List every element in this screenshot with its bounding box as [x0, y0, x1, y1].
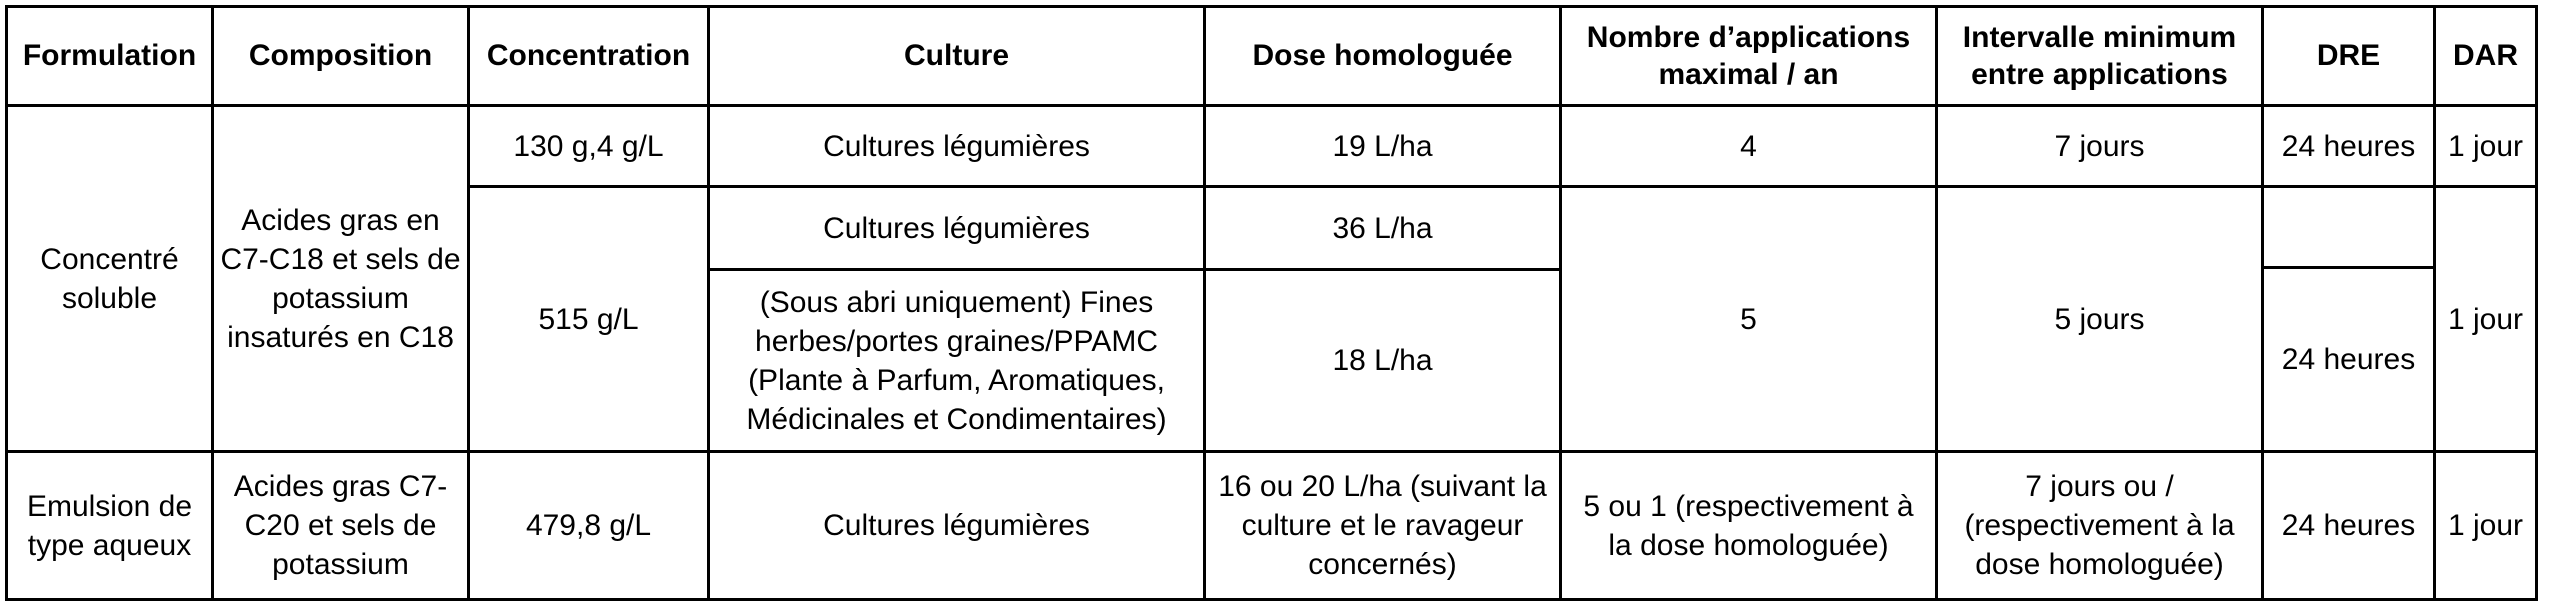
cell-dose: 18 L/ha: [1205, 270, 1561, 452]
cell-nb-applications: 5: [1561, 187, 1937, 452]
table-row: [7, 452, 2537, 600]
header-row: [7, 7, 2537, 106]
cell-culture: (Sous abri uniquement) Fines herbes/portes graines/PPAMC (Plante à Parfum, Aromatiques, Médicinales et Condimentaires): [709, 270, 1205, 452]
cell-culture: Cultures légumières: [709, 106, 1205, 187]
header-nb-applications: Nombre d’applications maximal / an: [1561, 7, 1937, 106]
cell-dar: 1 jour: [2435, 452, 2537, 600]
cell-dose: 36 L/ha: [1205, 187, 1561, 270]
cell-dre: 24 heures: [2263, 452, 2435, 600]
cell-dose: 19 L/ha: [1205, 106, 1561, 187]
header-concentration: Concentration: [469, 7, 709, 106]
cell-culture: Cultures légumières: [709, 187, 1205, 270]
cell-dar: 1 jour: [2435, 106, 2537, 187]
header-formulation: Formulation: [7, 7, 213, 106]
cell-culture: Cultures légumières: [709, 452, 1205, 600]
header-culture: Culture: [709, 7, 1205, 106]
cell-formulation: Concentré soluble: [7, 106, 213, 452]
cell-concentration: 479,8 g/L: [469, 452, 709, 600]
cell-dre: 24 heures: [2263, 106, 2435, 187]
cell-concentration: 130 g,4 g/L: [469, 106, 709, 187]
cell-nb-applications: 4: [1561, 106, 1937, 187]
cell-intervalle: 7 jours ou / (respectivement à la dose homologuée): [1937, 452, 2263, 600]
cell-dar: 1 jour: [2435, 187, 2537, 452]
cell-intervalle: 5 jours: [1937, 187, 2263, 452]
cell-nb-applications: 5 ou 1 (respectivement à la dose homologuée): [1561, 452, 1937, 600]
cell-composition: Acides gras C7-C20 et sels de potassium: [213, 452, 469, 600]
header-dar: DAR: [2435, 7, 2537, 106]
table-wrapper: [5, 5, 2538, 601]
header-dre: DRE: [2263, 7, 2435, 106]
phyto-products-table: [5, 5, 2538, 601]
header-composition: Composition: [213, 7, 469, 106]
header-dose: Dose homologuée: [1205, 7, 1561, 106]
cell-composition: Acides gras en C7-C18 et sels de potassium insaturés en C18: [213, 106, 469, 452]
cell-dre-split: [2263, 187, 2435, 452]
table-row: [7, 106, 2537, 187]
cell-dre: 24 heures: [2264, 266, 2433, 450]
cell-concentration: 515 g/L: [469, 187, 709, 452]
cell-intervalle: 7 jours: [1937, 106, 2263, 187]
header-intervalle: Intervalle minimum entre applications: [1937, 7, 2263, 106]
cell-formulation: Emulsion de type aqueux: [7, 452, 213, 600]
cell-dose: 16 ou 20 L/ha (suivant la culture et le ravageur concernés): [1205, 452, 1561, 600]
